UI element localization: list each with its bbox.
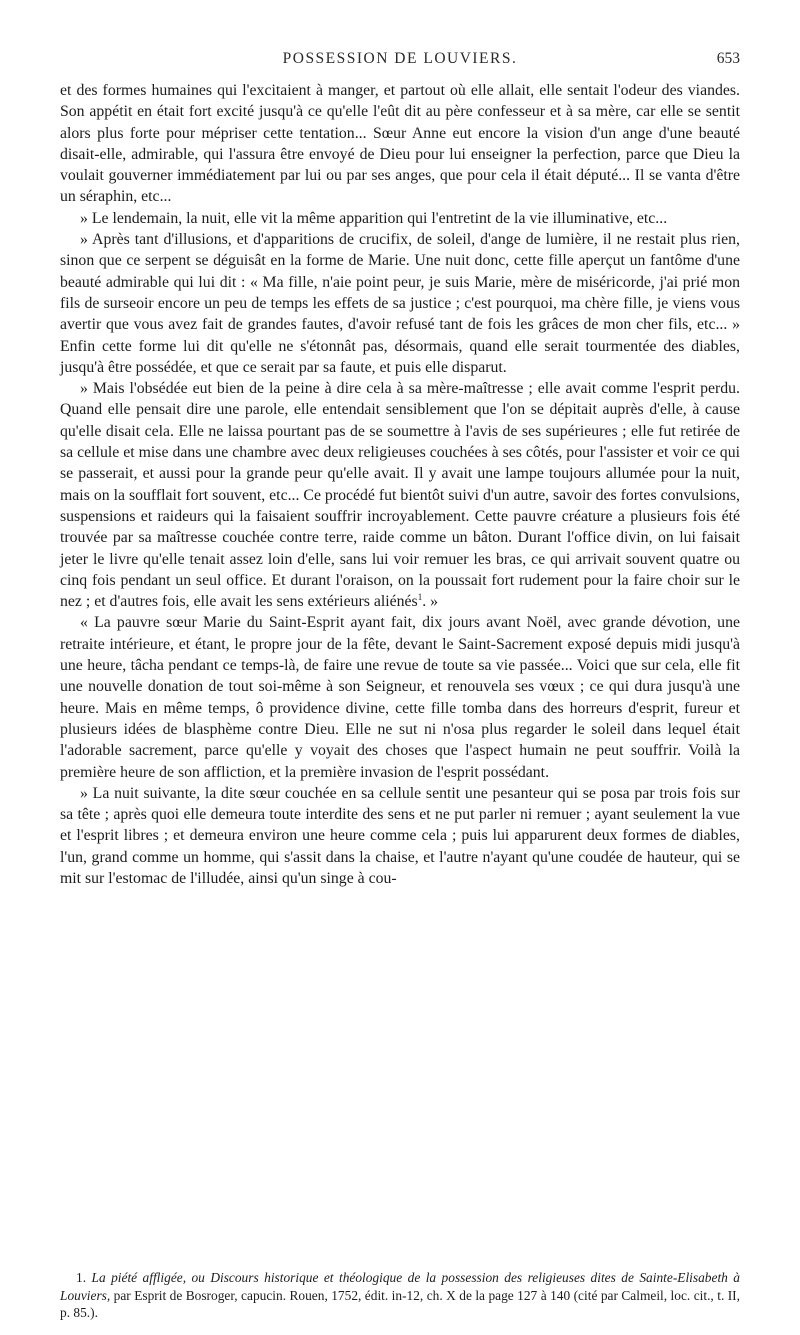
running-title: POSSESSION DE LOUVIERS. — [282, 50, 518, 67]
running-head — [60, 48, 740, 70]
paragraph-2 — [60, 208, 740, 229]
paragraph-text: » Mais l'obsédée eut bien de la peine à dire cela à sa mère-maîtresse ; elle avait comme l'esprit perdu. Quand elle pensait dire une parole, elle entendait sensiblement que l'on se dépitait auprès d'elle, à cause qu'elle disait cela. Elle ne laissa pourtant pas de se soumettre à l'avis de ses supérieures ; elle fut retirée de sa cellule et mise dans une chambre avec deux religieuses couchées à ses côtés, pour l'assister et voir ce qui se passerait, et aussi pour la grande peur qu'elle avait. Il y avait une lampe toujours allumée pour la nuit, mais on la soufflait fort souvent, etc... Ce procédé fut bientôt suivi d'un autre, savoir des fortes convulsions, suspensions et raideurs qui la faisaient souffrir incroyablement. Cette pauvre créature a plusieurs fois été trouvée par sa maîtresse couchée contre terre, raide comme un bâton. Durant l'office divin, on lui faisait jeter le livre qu'elle tenait assez loin d'elle, sans lui voir remuer les bras, ce qui arrivait souvent quatre ou cinq fois pendant un seul office. Et durant l'oraison, on la poussait fort rudement pour la faire choir sur le nez ; et d'autres fois, elle avait les sens extérieurs aliénés — [60, 380, 740, 611]
footnote — [60, 1269, 740, 1322]
paragraph-5 — [60, 612, 740, 782]
footnote-title: La piété affligée, ou Discours historique et théologique de la possession des religieuses dites de Sainte-Elisabeth à Louviers, — [60, 1270, 740, 1303]
paragraph-1 — [60, 80, 740, 208]
body-text — [60, 80, 740, 889]
footnote-number: 1. — [76, 1270, 87, 1285]
page-number: 653 — [716, 50, 740, 67]
paragraph-6 — [60, 783, 740, 889]
paragraph-text: » Le lendemain, la nuit, elle vit la même apparition qui l'entretint de la vie illuminative, etc... — [80, 209, 668, 227]
paragraph-tail: . » — [422, 593, 438, 611]
footnote-reference[interactable]: 1 — [417, 592, 423, 603]
paragraph-text: et des formes humaines qui l'excitaient à manger, et partout où elle allait, elle sentait l'odeur des viandes. Son appétit en était fort excité jusqu'à ce qu'elle l'eût dit au père confesseur et à sa mère, car elle se sentit alors plus forte pour mépriser cette tentation... Sœur Anne eut encore la vision d'un ange d'une beauté disait-elle, admirable, qui l'assura être envoyé de Dieu pour lui enseigner la perfection, parce que Dieu la voulait gouverner immédiatement par lui ou par ses anges, que pour cela il était député... Il se vanta d'être un séraphin, etc... — [60, 82, 740, 206]
paragraph-text: » La nuit suivante, la dite sœur couchée en sa cellule sentit une pesanteur qui se posa par trois fois sur sa tête ; après quoi elle demeura toute interdite des sens et ne put parler ni remuer ; ayant seulement la vue et l'esprit libres ; et demeura environ une heure comme cela ; puis lui apparurent deux formes de diables, l'un, grand comme un homme, qui s'assit dans la chaise, et l'autre n'ayant qu'une coudée de hauteur, qui se mit sur l'estomac de l'illudée, ainsi qu'un singe à cou- — [60, 784, 740, 887]
paragraph-3 — [60, 229, 740, 378]
paragraph-4 — [60, 378, 740, 612]
paragraph-text: » Après tant d'illusions, et d'apparitions de crucifix, de soleil, d'ange de lumière, il ne restait plus rien, sinon que ce serpent se déguisât en la forme de Marie. Une nuit donc, cette fille aperçut un fantôme d'une beauté admirable qui lui dit : « Ma fille, n'aie point peur, je suis Marie, mère de miséricorde, j'ai prié mon fils de surseoir encore un peu de temps les effets de sa justice ; c'est pourquoi, ma chère fille, je viens vous avertir que vous avez fait de grandes fautes, d'avoir refusé tant de fois les grâces de mon cher fils, etc... » Enfin cette forme lui dit qu'elle ne s'étonnât pas, désormais, quand elle serait tourmentée des diables, jusqu'à être possédée, et que ce serait par sa faute, et puis elle disparut. — [60, 231, 740, 376]
footnote-details: par Esprit de Bosroger, capucin. Rouen, 1752, édit. in-12, ch. X de la page 127 à 140 (cité par Calmeil, loc. cit., t. II, p. 85.). — [60, 1287, 740, 1320]
paragraph-text: « La pauvre sœur Marie du Saint-Esprit ayant fait, dix jours avant Noël, avec grande dévotion, une retraite intérieure, et étant, le propre jour de la fête, devant le Saint-Sacrement exposé depuis midi jusqu'à une heure, tâcha pendant ce temps-là, de faire une revue de toute sa vie passée... Voici que sur cela, elle fit une nouvelle donation de tout soi-même à son Seigneur, et renouvela ses vœux ; ce qui dura jusqu'à une heure. Mais en même temps, ô providence divine, cette fille tomba dans des horreurs d'esprit, fureur et plusieurs idées de blasphème contre Dieu. Elle ne sut ni n'osa plus regarder le soleil dans lequel était l'adorable sacrement, parce qu'elle y voyait des choses que l'aspect humain ne peut souffrir. Voilà la première heure de son affliction, et la première invasion de l'esprit possédant. — [60, 614, 740, 781]
